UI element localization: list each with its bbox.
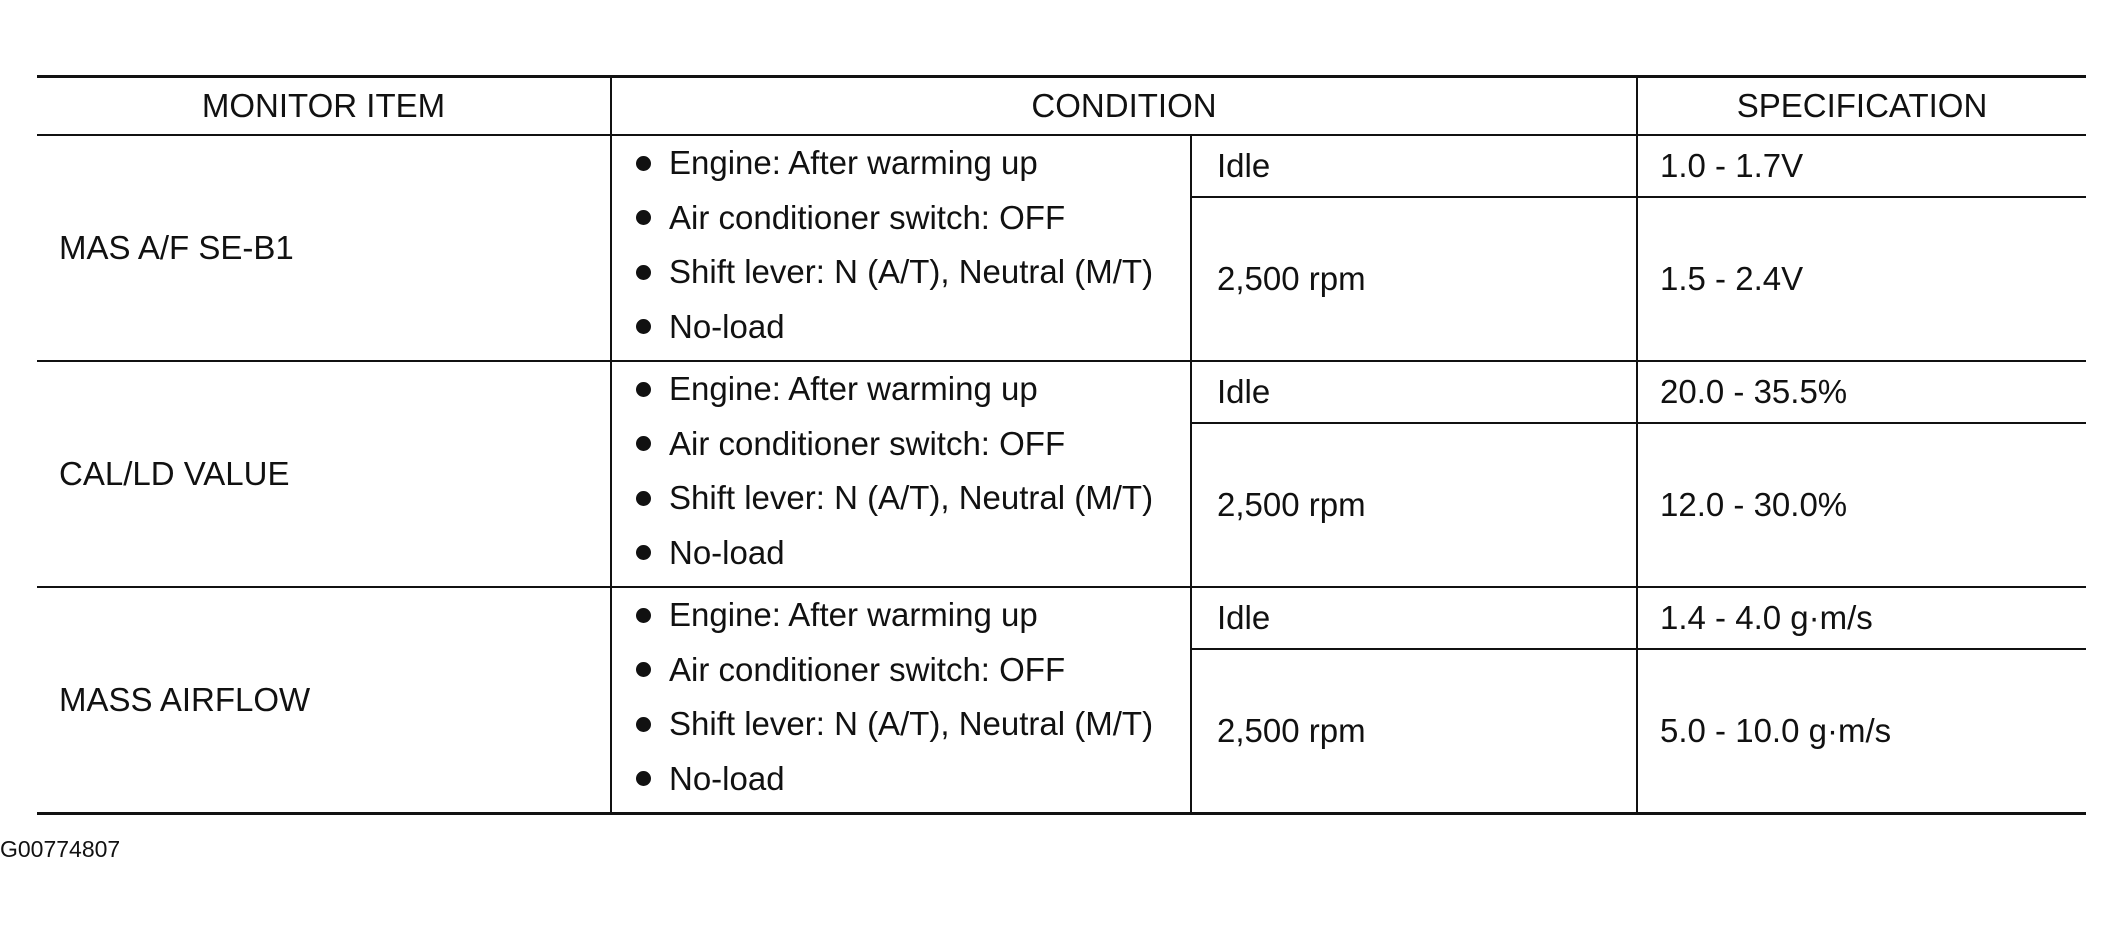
list-item: Air conditioner switch: OFF (612, 191, 1190, 246)
header-specification: SPECIFICATION (1637, 77, 2086, 136)
header-row (37, 77, 2086, 136)
condition-list (612, 362, 1190, 580)
engine-speed-cell: 2,500 rpm (1191, 197, 1637, 361)
engine-speed-cell: Idle (1191, 135, 1637, 197)
bullet-icon (636, 717, 651, 732)
monitor-spec-table (37, 75, 2086, 815)
specification-cell: 1.4 - 4.0 g·m/s (1637, 587, 2086, 649)
engine-speed-cell: Idle (1191, 587, 1637, 649)
bullet-icon (636, 662, 651, 677)
condition-cell (611, 361, 1191, 587)
list-item: Shift lever: N (A/T), Neutral (M/T) (612, 471, 1190, 526)
bullet-icon (636, 319, 651, 334)
engine-speed-cell: 2,500 rpm (1191, 649, 1637, 814)
condition-list (612, 588, 1190, 806)
specification-cell: 5.0 - 10.0 g·m/s (1637, 649, 2086, 814)
bullet-icon (636, 210, 651, 225)
list-item: No-load (612, 752, 1190, 807)
monitor-item-cell: CAL/LD VALUE (37, 361, 611, 587)
list-item: Air conditioner switch: OFF (612, 643, 1190, 698)
header-condition: CONDITION (611, 77, 1637, 136)
bullet-icon (636, 382, 651, 397)
bullet-icon (636, 491, 651, 506)
list-item: Engine: After warming up (612, 588, 1190, 643)
bullet-icon (636, 265, 651, 280)
list-item: Engine: After warming up (612, 136, 1190, 191)
condition-cell (611, 135, 1191, 361)
list-item: No-load (612, 300, 1190, 355)
list-item: Shift lever: N (A/T), Neutral (M/T) (612, 697, 1190, 752)
table-row (37, 135, 2086, 197)
monitor-item-cell: MASS AIRFLOW (37, 587, 611, 814)
table-row (37, 587, 2086, 649)
specification-cell: 1.0 - 1.7V (1637, 135, 2086, 197)
monitor-item-cell: MAS A/F SE-B1 (37, 135, 611, 361)
figure-code: G00774807 (0, 836, 121, 862)
specification-cell: 20.0 - 35.5% (1637, 361, 2086, 423)
list-item: Shift lever: N (A/T), Neutral (M/T) (612, 245, 1190, 300)
bullet-icon (636, 436, 651, 451)
header-monitor-item: MONITOR ITEM (37, 77, 611, 136)
engine-speed-cell: Idle (1191, 361, 1637, 423)
condition-cell (611, 587, 1191, 814)
list-item: No-load (612, 526, 1190, 581)
bullet-icon (636, 545, 651, 560)
specification-cell: 1.5 - 2.4V (1637, 197, 2086, 361)
bullet-icon (636, 771, 651, 786)
engine-speed-cell: 2,500 rpm (1191, 423, 1637, 587)
specification-cell: 12.0 - 30.0% (1637, 423, 2086, 587)
list-item: Air conditioner switch: OFF (612, 417, 1190, 472)
list-item: Engine: After warming up (612, 362, 1190, 417)
bullet-icon (636, 156, 651, 171)
bullet-icon (636, 608, 651, 623)
condition-list (612, 136, 1190, 354)
table-row (37, 361, 2086, 423)
